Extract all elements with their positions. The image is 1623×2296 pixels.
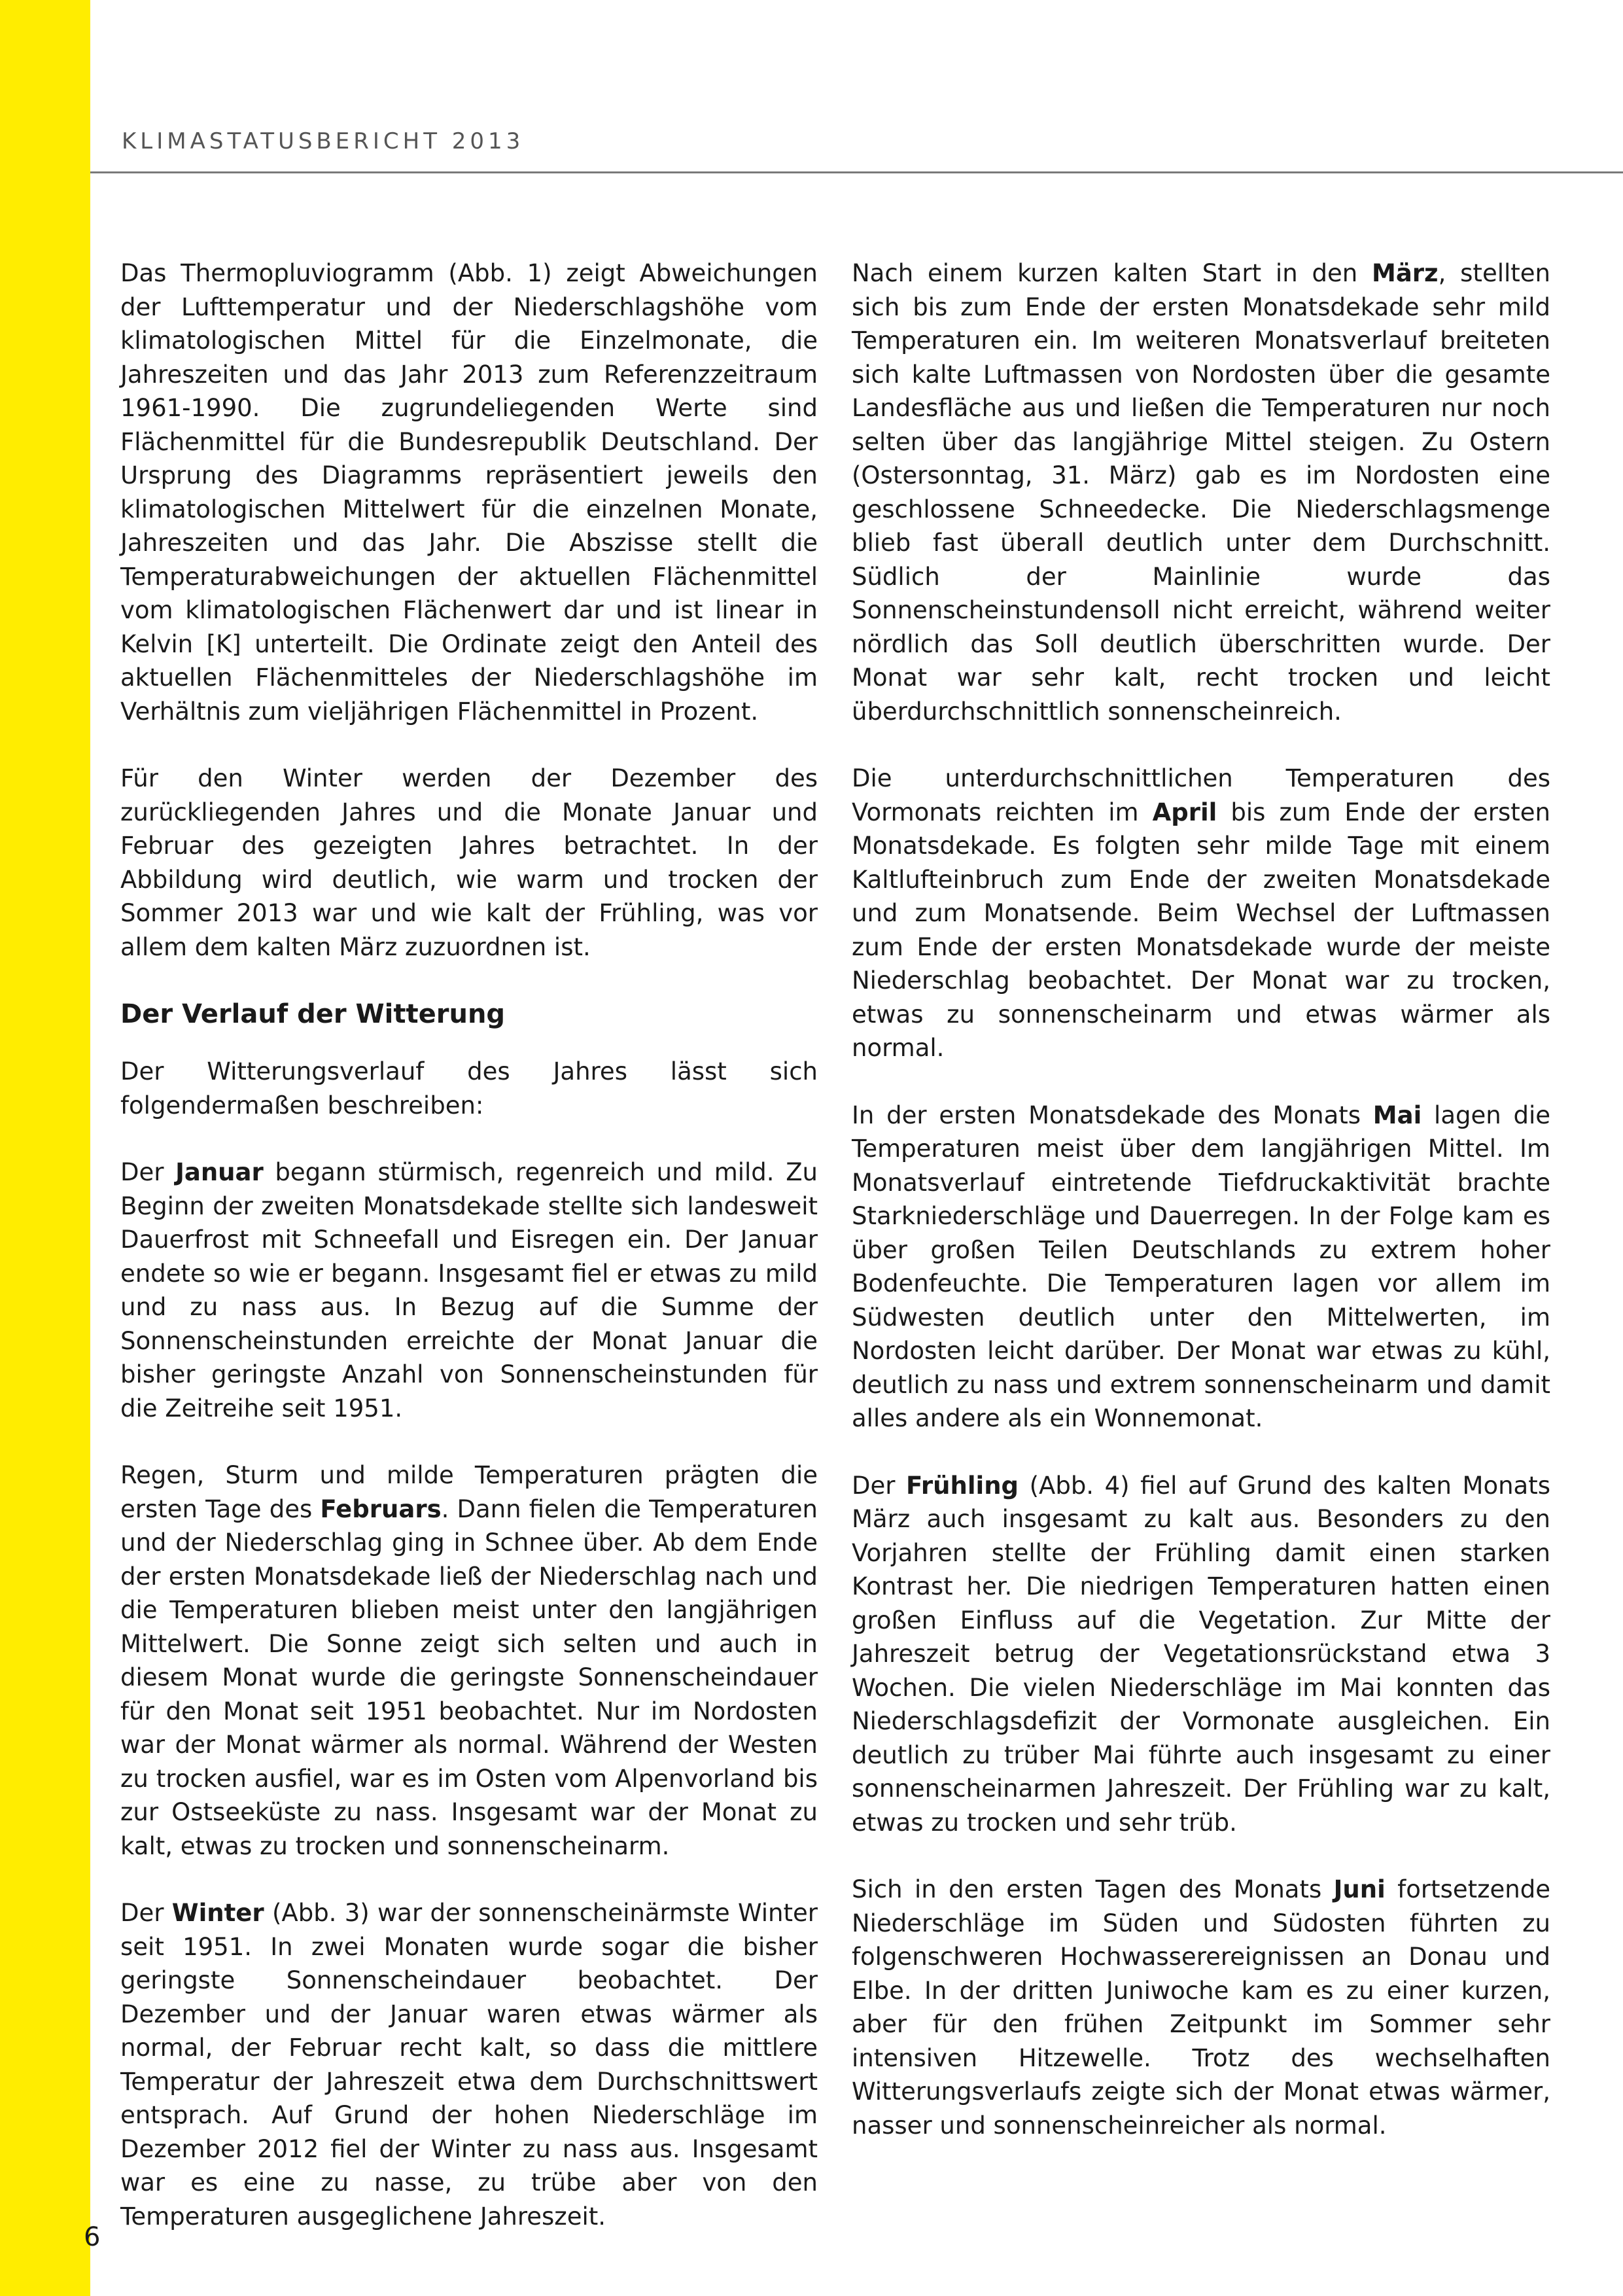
paragraph-intro: Der Witterungsverlauf des Jahres lässt sich folgendermaßen beschreiben:	[120, 1057, 818, 1120]
running-header: KLIMASTATUSBERICHT 2013	[122, 128, 525, 154]
keyword-fruehling: Frühling	[906, 1471, 1019, 1500]
keyword-februar: Februars	[320, 1494, 442, 1523]
paragraph-april: Die unterdurchschnittlichen Temperaturen des Vormonats reichten im April bis zum Ende der ersten Monatsdekade. Es folgten sehr milde Tage mit einem Kaltlufteinbruch zum Ende der zweiten Monatsdekade und zum Monatsende. Beim Wechsel der Luftmassen zum Ende der ersten Monatsdekade wurde der meiste Niederschlag beobachtet. Der Monat war zu trocken, etwas zu sonnenscheinarm und etwas wärmer als normal.	[852, 764, 1550, 1062]
header-rule	[90, 171, 1623, 173]
paragraph-winter: Der Winter (Abb. 3) war der sonnenscheinärmste Winter seit 1951. In zwei Monaten wurde sogar die bisher geringste Sonnenscheindauer beobachtet. Der Dezember und der Januar waren etwas wärmer als normal, der Februar recht kalt, so dass die mittlere Temperatur der Jahreszeit etwa dem Durchschnittswert entsprach. Auf Grund der hohen Niederschläge im Dezember 2012 fiel der Winter zu nass aus. Insgesamt war es eine zu nasse, zu trübe aber von den Temperaturen ausgeglichene Jahreszeit.	[120, 1899, 818, 2231]
left-column	[120, 256, 818, 2267]
keyword-april: April	[1152, 798, 1217, 826]
paragraph-januar: Der Januar begann stürmisch, regenreich und mild. Zu Beginn der zweiten Monatsdekade stellte sich landesweit Dauerfrost mit Schneefall und Eisregen ein. Der Januar endete so wie er begann. Insgesamt fiel er etwas zu mild und zu nass aus. In Bezug auf die Summe der Sonnenscheinstunden erreichte der Monat Januar die bisher geringste Anzahl von Sonnenscheinstunden für die Zeitreihe seit 1951.	[120, 1158, 818, 1422]
keyword-maerz: März	[1372, 259, 1439, 287]
paragraph-winter-note: Für den Winter werden der Dezember des zurückliegenden Jahres und die Monate Januar und Februar des gezeigten Jahres betrachtet. In der Abbildung wird deutlich, wie warm und trocken der Sommer 2013 war und wie kalt der Frühling, was vor allem dem kalten März zuzuordnen ist.	[120, 764, 818, 961]
paragraph-thermopluviogramm: Das Thermopluviogramm (Abb. 1) zeigt Abweichungen der Lufttemperatur und der Niederschlagshöhe vom klimatologischen Mittel für die Einzelmonate, die Jahreszeiten und das Jahr 2013 zum Referenzzeitraum 1961-1990. Die zugrundeliegenden Werte sind Flächenmittel für die Bundesrepublik Deutschland. Der Ursprung des Diagramms repräsentiert jeweils den klimatologischen Mittelwert für die einzelnen Monate, Jahreszeiten und das Jahr. Die Abszisse stellt die Temperaturabweichungen der aktuellen Flächenmittel vom klimatologischen Flächenwert dar und ist linear in Kelvin [K] unterteilt. Die Ordinate zeigt den Anteil des aktuellen Flächenmitteles der Niederschlagshöhe im Verhältnis zum vieljährigen Flächenmittel in Prozent.	[120, 259, 818, 726]
section-heading: Der Verlauf der Witterung	[120, 999, 506, 1029]
paragraph-juni: Sich in den ersten Tagen des Monats Juni fortsetzende Niederschläge im Süden und Südosten führten zu folgenschweren Hochwasserereignissen an Donau und Elbe. In der dritten Juniwoche kam es zu einer kurzen, aber für den frühen Zeitpunkt im Sommer sehr intensiven Hitzewelle. Trotz des wechselhaften Witterungsverlaufs zeigte sich der Monat etwas wärmer, nasser und sonnenscheinreicher als normal.	[852, 1875, 1551, 2140]
page-number: 6	[84, 2222, 101, 2252]
paragraph-februar: Regen, Sturm und milde Temperaturen prägten die ersten Tage des Februars. Dann fielen die Temperaturen und der Niederschlag ging in Schnee über. Ab dem Ende der ersten Monatsdekade ließ der Niederschlag nach und die Temperaturen blieben meist unter den langjährigen Mittelwert. Die Sonne zeigt sich selten und auch in diesem Monat wurde die geringste Sonnenscheindauer für den Monat seit 1951 beobachtet. Nur im Nordosten war der Monat wärmer als normal. Während der Westen zu trocken ausfiel, war es im Osten vom Alpenvorland bis zur Ostseeküste zu nass. Insgesamt war der Monat zu kalt, etwas zu trocken und sonnenscheinarm.	[120, 1461, 818, 1860]
keyword-januar: Januar	[175, 1158, 264, 1186]
keyword-mai: Mai	[1372, 1101, 1422, 1129]
right-column	[852, 256, 1550, 2176]
paragraph-fruehling: Der Frühling (Abb. 4) fiel auf Grund des kalten Monats März auch insgesamt zu kalt aus. Besonders zu den Vorjahren stellte der Frühling damit einen starken Kontrast her. Die niedrigen Temperaturen hatten einen großen Einfluss auf die Vegetation. Zur Mitte der Jahreszeit betrug der Vegetationsrückstand etwa 3 Wochen. Die vielen Niederschläge im Mai konnten das Niederschlagsdefizit der Vormonate ausgleichen. Ein deutlich zu trüber Mai führte auch insgesamt zu einer sonnenscheinarmen Jahreszeit. Der Frühling war zu kalt, etwas zu trocken und sehr trüb.	[852, 1471, 1551, 1837]
keyword-juni: Juni	[1333, 1875, 1386, 1903]
paragraph-mai: In der ersten Monatsdekade des Monats Mai lagen die Temperaturen meist über dem langjährigen Mittel. Im Monatsverlauf eintretende Tiefdruckaktivität brachte Starkniederschläge und Dauerregen. In der Folge kam es über großen Teilen Deutschlands zu extrem hoher Bodenfeuchte. Die Temperaturen lagen vor allem im Südwesten deutlich unter den Mittelwerten, im Nordosten leicht darüber. Der Monat war etwas zu kühl, deutlich zu nass und extrem sonnenscheinarm und damit alles andere als ein Wonnemonat.	[852, 1101, 1550, 1432]
keyword-winter: Winter	[171, 1899, 264, 1927]
paragraph-maerz: Nach einem kurzen kalten Start in den März, stellten sich bis zum Ende der ersten Monatsdekade sehr mild Temperaturen ein. Im weiteren Monatsverlauf breiteten sich kalte Luftmassen von Nordosten über die gesamte Landesfläche aus und ließen die Temperaturen nur noch selten über das langjährige Mittel steigen. Zu Ostern (Ostersonntag, 31. März) gab es im Nordosten eine geschlossene Schneedecke. Die Niederschlagsmenge blieb fast überall deutlich unter dem Durchschnitt. Südlich der Mainlinie wurde das Sonnenscheinstundensoll nicht erreicht, während weiter nördlich das Soll deutlich überschritten wurde. Der Monat war sehr kalt, recht trocken und leicht überdurchschnittlich sonnenscheinreich.	[852, 259, 1550, 726]
yellow-side-bar	[0, 0, 90, 2296]
